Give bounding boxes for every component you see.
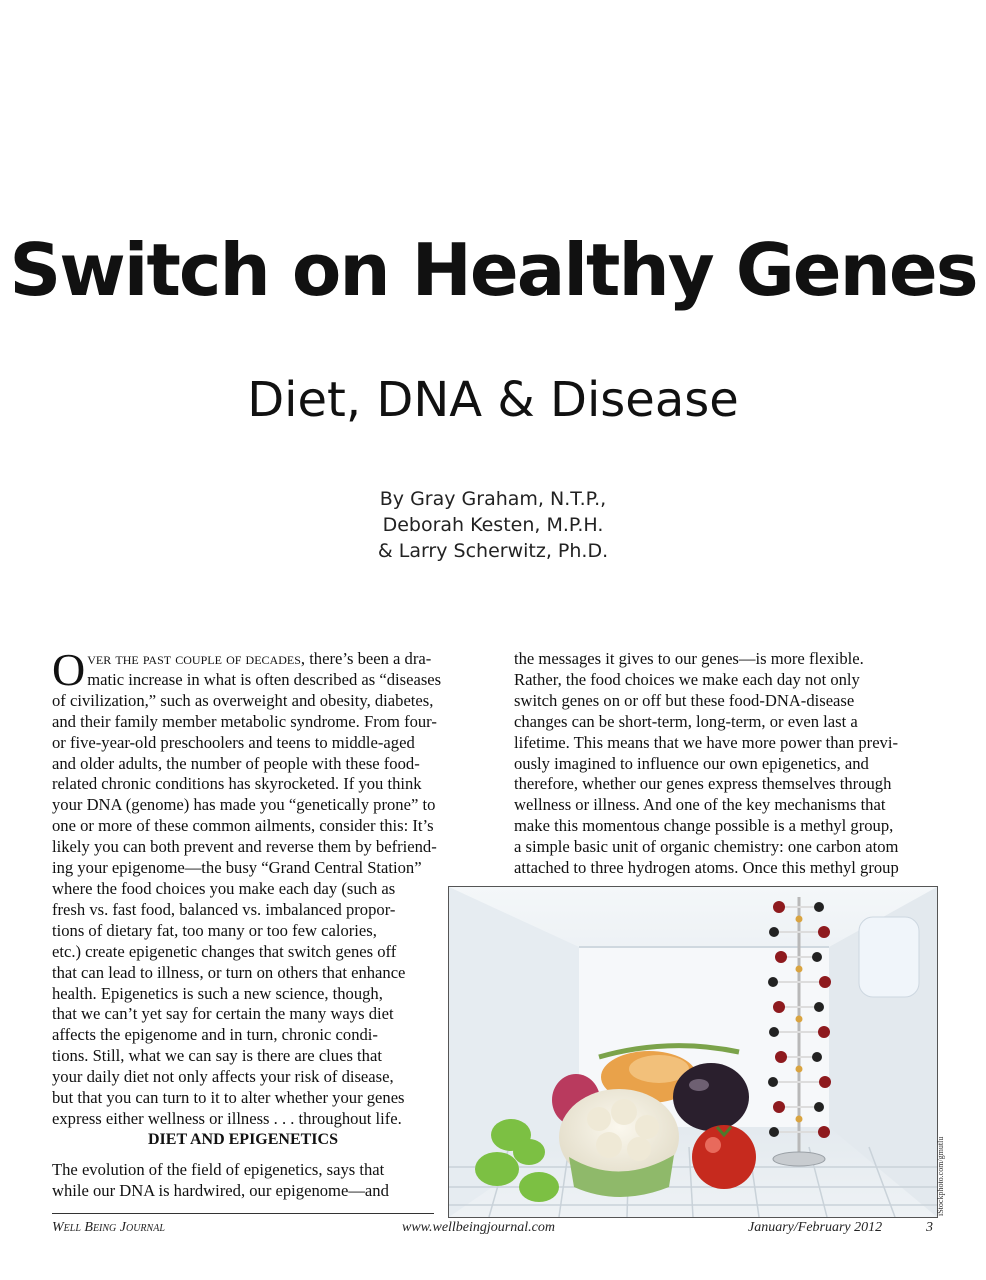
text-line: tions. Still, what we can say is there are clues that	[52, 1046, 382, 1066]
byline	[0, 486, 986, 564]
text-line: where the food choices you make each day (such as	[52, 878, 396, 898]
text-line: of civilization,” such as overweight and obesity, diabetes,	[52, 690, 434, 710]
text-line: ously imagined to influence our own epigenetics, and	[514, 753, 869, 773]
text-line: that we can’t yet say for certain the many ways diet	[52, 1004, 394, 1024]
text-line: therefore, whether our genes express themselves through	[514, 774, 892, 794]
byline-line: & Larry Scherwitz, Ph.D.	[377, 540, 609, 562]
text-line: matic increase in what is often described as “diseases	[87, 669, 442, 689]
fridge-dna-photo	[448, 886, 938, 1218]
text-line: or five-year-old preschoolers and teens to middle-aged	[52, 732, 415, 752]
text-line: wellness or illness. And one of the key mechanisms that	[514, 795, 886, 815]
text-line: etc.) create epigenetic changes that switch genes off	[52, 941, 397, 961]
lead-in-rest: , there’s been a dra-	[300, 649, 432, 668]
text-line: your daily diet not only affects your risk of disease,	[52, 1067, 394, 1087]
footer-journal: Well Being Journal	[52, 1220, 165, 1235]
text-line: and their family member metabolic syndrome. From four-	[52, 711, 437, 731]
footer-rule	[52, 1213, 434, 1214]
text-line: but that you can turn to it to alter whether your genes	[52, 1088, 405, 1108]
text-line: fresh vs. fast food, balanced vs. imbalanced propor-	[52, 899, 396, 919]
text-line: ing your epigenome—the busy “Grand Central Station”	[52, 858, 422, 878]
byline-line: Deborah Kesten, M.P.H.	[382, 514, 604, 536]
body-column-2	[514, 649, 944, 879]
body-column-1-continued	[52, 1160, 442, 1202]
text-line: health. Epigenetics is such a new science, though,	[52, 983, 383, 1003]
text-line: The evolution of the field of epigenetics, says that	[52, 1160, 385, 1179]
text-line: the messages it gives to our genes—is more flexible.	[514, 649, 864, 668]
text-line: lifetime. This means that we have more power than previ-	[514, 732, 898, 752]
footer-url: www.wellbeingjournal.com	[402, 1220, 555, 1235]
footer-issue: January/February 2012	[748, 1220, 883, 1235]
page-number: 3	[926, 1220, 933, 1235]
body-column-1	[52, 644, 472, 1130]
text-line: one or more of these common ailments, consider this: It’s	[52, 816, 434, 836]
article-subtitle: Diet, DNA & Disease	[247, 372, 739, 428]
text-line: and older adults, the number of people with these food-	[52, 753, 420, 773]
section-heading: DIET AND EPIGENETICS	[148, 1131, 338, 1148]
text-line: Rather, the food choices we make each day not only	[514, 669, 860, 689]
text-line: switch genes on or off but these food-DNA-disease	[514, 690, 855, 710]
text-line: affects the epigenome and in turn, chronic condi-	[52, 1025, 378, 1045]
text-line: your DNA (genome) has made you “genetically prone” to	[52, 795, 436, 815]
text-line: changes can be short-term, long-term, or even last a	[514, 711, 858, 731]
photo-credit: iStockphoto.com/gmutlu	[936, 1136, 945, 1216]
text-line: that can lead to illness, or turn on others that enhance	[52, 962, 406, 982]
text-line: tions of dietary fat, too many or too few calories,	[52, 920, 377, 940]
text-line	[52, 649, 472, 670]
text-line: related chronic conditions has skyrocketed. If you think	[52, 774, 422, 794]
photo-illustration	[449, 887, 937, 1217]
lead-in-smallcaps: ver the past couple of decades	[87, 649, 301, 668]
article-title: Switch on Healthy Genes	[9, 228, 977, 312]
byline-line: By Gray Graham, N.T.P.,	[379, 488, 607, 510]
text-line: likely you can both prevent and reverse them by befriend-	[52, 837, 437, 857]
text-line: attached to three hydrogen atoms. Once this methyl group	[514, 858, 899, 878]
text-line: a simple basic unit of organic chemistry: one carbon atom	[514, 837, 899, 857]
drop-cap: O	[52, 644, 86, 695]
text-line: make this momentous change possible is a methyl group,	[514, 816, 894, 836]
text-line: while our DNA is hardwired, our epigenome—and	[52, 1180, 389, 1200]
text-line: express either wellness or illness . . . throughout life.	[52, 1108, 402, 1128]
